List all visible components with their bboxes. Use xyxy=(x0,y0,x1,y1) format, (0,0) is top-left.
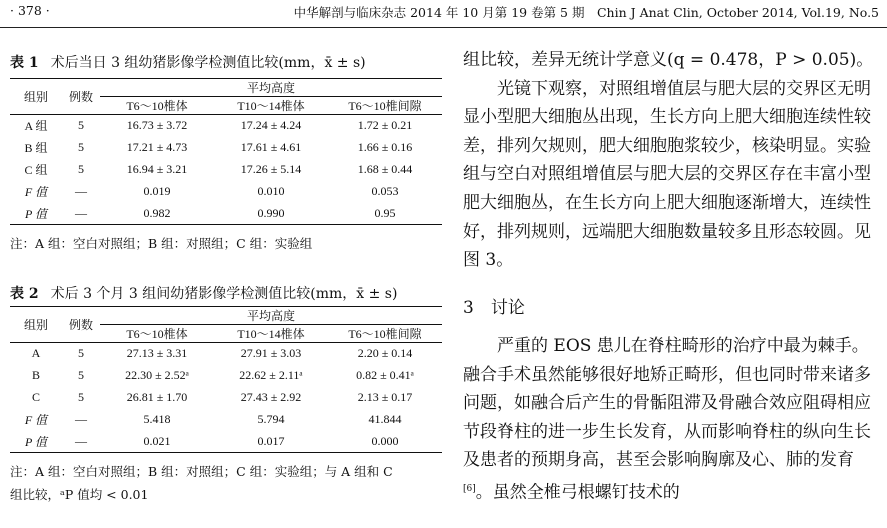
table2-sub-header: T6～10椎体 xyxy=(100,325,214,343)
discussion-paragraph: 严重的 EOS 患儿在脊柱畸形的治疗中最为棘手。融合手术虽然能够很好地矫正畸形，但也同时带来诸多问题，如融合后产生的骨骺阻滞及骨融合效应阻碍相应节段脊柱的进一步生长发育，从而影响脊柱的纵向生长及患者的预期身高，甚至会影响胸廓及心、肺的发育 xyxy=(463,336,871,471)
results-paragraph: 光镜下观察，对照组增值层与肥大层的交界区无明显小型肥大细胞丛出现，生长方向上肥大细胞连续性较差，排列欠规则，肥大细胞胞浆较少，核染明显。实验组与空白对照组增值层与肥大层的交界区存在丰富小型肥大细胞丛，在生长方向上肥大细胞逐渐增大，连续性好，排列规则，远端肥大细胞数量较多且形态较圆。见图 3。 xyxy=(463,78,871,271)
table-row: F 值 — 0.019 0.010 0.053 xyxy=(24,184,399,199)
table-row: A 5 27.13 ± 3.31 27.91 ± 3.03 2.20 ± 0.14 xyxy=(31,346,413,361)
journal-info: 中华解剖与临床杂志 2014 年 10 月第 19 卷第 5 期 Chin J Anat Clin, October 2014, Vol.19, No.5 xyxy=(293,5,879,20)
table-row: P 值 — 0.021 0.017 0.000 xyxy=(10,431,442,453)
table2-sub-header: T10～14椎体 xyxy=(214,325,328,343)
table1-col-n: 例数 xyxy=(62,79,100,115)
table1-note: 注：A 组：空白对照组；B 组：对照组；C 组：实验组 xyxy=(10,236,313,251)
table2-col-mean: 平均高度 xyxy=(100,307,442,325)
table2-label: 表 2 xyxy=(10,286,39,302)
header-rule xyxy=(0,27,887,28)
table-row: A 组 5 16.73 ± 3.72 17.24 ± 4.24 1.72 ± 0.21 xyxy=(24,118,413,134)
table2-note-cont: 组比较，ᵃP 值均 < 0.01 xyxy=(10,487,149,502)
table2-sub-header: T6～10椎间隙 xyxy=(328,325,442,343)
table1-sub-header: T6～10椎间隙 xyxy=(328,97,442,115)
table2-note: 注：A 组：空白对照组；B 组：对照组；C 组：实验组；与 A 组和 C xyxy=(10,464,393,479)
body-text-right xyxy=(463,46,879,275)
section-heading: 3 讨论 xyxy=(463,298,525,318)
table1-sub-header: T6～10椎体 xyxy=(100,97,214,115)
table1-col-mean: 平均高度 xyxy=(100,79,442,97)
table1-label: 表 1 xyxy=(10,55,39,71)
table1-col-group: 组别 xyxy=(10,79,62,115)
table2-col-group: 组别 xyxy=(10,307,62,343)
table2-caption: 表 2 术后 3 个月 3 组间幼猪影像学检测值比较(mm，x̄ ± s) xyxy=(10,286,398,302)
table-row: C 5 26.81 ± 1.70 27.43 ± 2.92 2.13 ± 0.17 xyxy=(31,390,413,404)
discussion-text: 严重的 EOS 患儿在脊柱畸形的治疗中最为棘手。融合手术虽然能够很好地矫正畸形，但也同时带来诸多问题，如融合后产生的骨骺阻滞及骨融合效应阻碍相应节段脊柱的进一步生长发育，从而影响脊柱的纵向生长及患者的预期身高，甚至会影响胸廓及心、肺的发育[6]。虽然全椎弓根螺钉技术的 xyxy=(463,336,871,503)
table2-col-n: 例数 xyxy=(62,307,100,343)
table2 xyxy=(10,306,442,453)
results-line: 组比较，差异无统计学意义(q = 0.478，P > 0.05)。 xyxy=(463,50,874,70)
running-header xyxy=(0,0,887,22)
table1-sub-header: T10～14椎体 xyxy=(214,97,328,115)
table-row: B 组 5 17.21 ± 4.73 17.61 ± 4.61 1.66 ± 0.16 xyxy=(24,140,413,155)
citation: [6] xyxy=(463,483,476,494)
page-number: · 378 · xyxy=(10,3,50,18)
table-row: P 值 — 0.982 0.990 0.95 xyxy=(10,203,442,225)
table-row: B 5 22.30 ± 2.52ᵃ 22.62 ± 2.11ᵃ 0.82 ± 0.41ᵃ xyxy=(31,368,414,382)
table1-caption: 表 1 术后当日 3 组幼猪影像学检测值比较(mm，x̄ ± s) xyxy=(10,55,366,71)
table-row: F 值 — 5.418 5.794 41.844 xyxy=(24,412,402,427)
table1 xyxy=(10,78,442,225)
table-row: C 组 5 16.94 ± 3.21 17.26 ± 5.14 1.68 ± 0.44 xyxy=(24,162,413,177)
